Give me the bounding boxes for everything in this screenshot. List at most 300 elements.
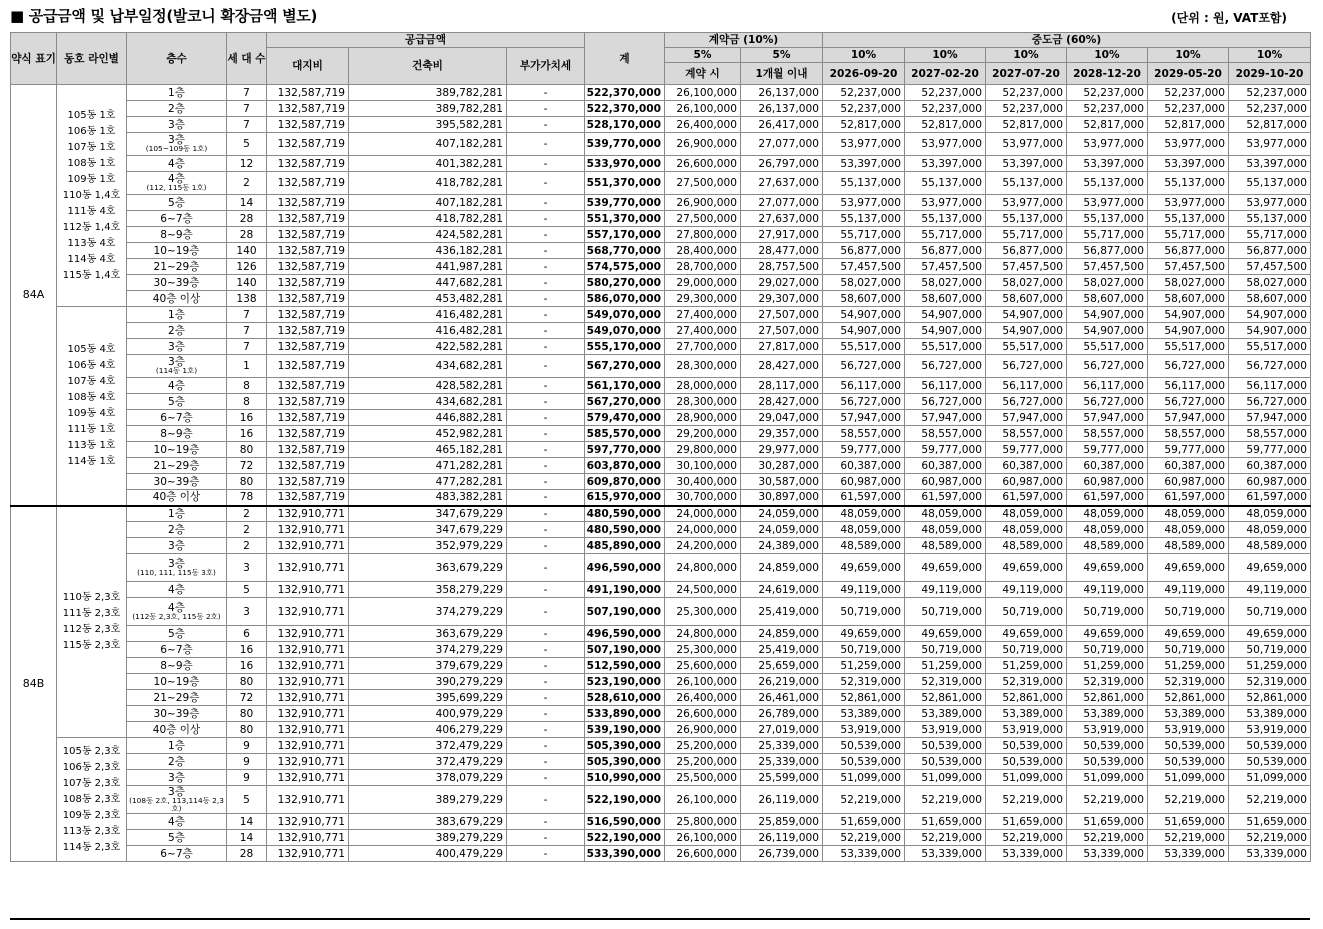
middle-payment-cell: 58,607,000 bbox=[1148, 291, 1229, 307]
vat-cell: - bbox=[507, 117, 585, 133]
floor-cell: 10~19층 bbox=[127, 674, 227, 690]
vat-cell: - bbox=[507, 490, 585, 506]
vat-cell: - bbox=[507, 674, 585, 690]
deposit-1-cell: 26,900,000 bbox=[665, 722, 741, 738]
middle-payment-cell: 58,607,000 bbox=[823, 291, 905, 307]
middle-payment-cell: 58,557,000 bbox=[823, 426, 905, 442]
middle-payment-cell: 50,719,000 bbox=[986, 598, 1067, 626]
vat-cell: - bbox=[507, 582, 585, 598]
middle-payment-cell: 48,059,000 bbox=[986, 506, 1067, 522]
middle-payment-cell: 53,977,000 bbox=[905, 195, 986, 211]
line-item: 106동 2,3호 bbox=[62, 761, 121, 773]
middle-payment-cell: 58,607,000 bbox=[1067, 291, 1148, 307]
floor-cell: 1층 bbox=[127, 506, 227, 522]
floor-cell: 8~9층 bbox=[127, 426, 227, 442]
total-cell: 549,070,000 bbox=[585, 323, 665, 339]
middle-payment-cell: 48,059,000 bbox=[1148, 506, 1229, 522]
middle-payment-cell: 52,237,000 bbox=[1229, 101, 1311, 117]
total-cell: 615,970,000 bbox=[585, 490, 665, 506]
floor-label: 4층 bbox=[168, 601, 185, 614]
middle-payment-cell: 51,259,000 bbox=[823, 658, 905, 674]
deposit-2-cell: 28,477,000 bbox=[741, 243, 823, 259]
middle-payment-cell: 52,237,000 bbox=[823, 101, 905, 117]
floor-cell bbox=[127, 355, 227, 378]
units-cell: 9 bbox=[227, 770, 267, 786]
middle-payment-cell: 54,907,000 bbox=[986, 307, 1067, 323]
deposit-2-cell: 25,859,000 bbox=[741, 814, 823, 830]
middle-payment-cell: 55,137,000 bbox=[986, 211, 1067, 227]
building-cost-cell: 363,679,229 bbox=[349, 554, 507, 582]
middle-payment-cell: 52,319,000 bbox=[1148, 674, 1229, 690]
middle-payment-cell: 52,237,000 bbox=[905, 101, 986, 117]
middle-payment-cell: 52,237,000 bbox=[1067, 101, 1148, 117]
header-total: 계 bbox=[585, 33, 665, 85]
total-cell: 551,370,000 bbox=[585, 172, 665, 195]
units-cell: 78 bbox=[227, 490, 267, 506]
table-row bbox=[11, 690, 1311, 706]
middle-payment-cell: 57,457,500 bbox=[986, 259, 1067, 275]
building-cost-cell: 407,182,281 bbox=[349, 133, 507, 156]
middle-payment-cell: 51,659,000 bbox=[1229, 814, 1311, 830]
middle-payment-cell: 56,117,000 bbox=[986, 378, 1067, 394]
table-body bbox=[11, 85, 1311, 862]
middle-payment-cell: 53,389,000 bbox=[1229, 706, 1311, 722]
floor-cell: 1층 bbox=[127, 307, 227, 323]
middle-payment-cell: 48,059,000 bbox=[1148, 522, 1229, 538]
middle-payment-cell: 48,589,000 bbox=[1229, 538, 1311, 554]
middle-payment-cell: 53,389,000 bbox=[823, 706, 905, 722]
units-cell: 8 bbox=[227, 378, 267, 394]
table-row bbox=[11, 830, 1311, 846]
middle-payment-cell: 54,907,000 bbox=[1067, 307, 1148, 323]
table-row bbox=[11, 323, 1311, 339]
middle-payment-cell: 49,119,000 bbox=[823, 582, 905, 598]
middle-payment-cell: 55,717,000 bbox=[986, 227, 1067, 243]
middle-payment-cell: 52,237,000 bbox=[1148, 101, 1229, 117]
deposit-2-cell: 26,797,000 bbox=[741, 156, 823, 172]
floor-cell: 5층 bbox=[127, 394, 227, 410]
middle-payment-cell: 56,117,000 bbox=[823, 378, 905, 394]
middle-payment-cell: 58,027,000 bbox=[905, 275, 986, 291]
middle-payment-cell: 52,219,000 bbox=[905, 830, 986, 846]
vat-cell: - bbox=[507, 156, 585, 172]
floor-cell: 6~7층 bbox=[127, 846, 227, 862]
building-cost-cell: 452,982,281 bbox=[349, 426, 507, 442]
middle-payment-cell: 52,219,000 bbox=[986, 830, 1067, 846]
middle-payment-cell: 56,117,000 bbox=[905, 378, 986, 394]
middle-payment-cell: 49,659,000 bbox=[1229, 626, 1311, 642]
middle-payment-cell: 53,977,000 bbox=[823, 133, 905, 156]
units-cell: 80 bbox=[227, 706, 267, 722]
middle-payment-cell: 57,947,000 bbox=[905, 410, 986, 426]
land-cost-cell: 132,587,719 bbox=[267, 211, 349, 227]
middle-payment-cell: 50,539,000 bbox=[1067, 738, 1148, 754]
middle-payment-cell: 52,861,000 bbox=[1148, 690, 1229, 706]
middle-payment-cell: 49,659,000 bbox=[1148, 626, 1229, 642]
middle-payment-cell: 53,977,000 bbox=[905, 133, 986, 156]
units-cell: 72 bbox=[227, 458, 267, 474]
floor-note: (108동 2호, 113,114동 2,3호) bbox=[129, 795, 224, 813]
middle-payment-cell: 52,219,000 bbox=[823, 830, 905, 846]
deposit-2-cell: 26,739,000 bbox=[741, 846, 823, 862]
land-cost-cell: 132,910,771 bbox=[267, 582, 349, 598]
middle-payment-cell: 57,947,000 bbox=[1148, 410, 1229, 426]
deposit-1-cell: 29,300,000 bbox=[665, 291, 741, 307]
middle-payment-cell: 56,877,000 bbox=[823, 243, 905, 259]
vat-cell: - bbox=[507, 378, 585, 394]
middle-payment-cell: 55,717,000 bbox=[823, 227, 905, 243]
land-cost-cell: 132,910,771 bbox=[267, 506, 349, 522]
middle-payment-cell: 55,517,000 bbox=[986, 339, 1067, 355]
building-cost-cell: 379,679,229 bbox=[349, 658, 507, 674]
land-cost-cell: 132,587,719 bbox=[267, 410, 349, 426]
floor-cell: 21~29층 bbox=[127, 690, 227, 706]
table-row bbox=[11, 442, 1311, 458]
building-cost-cell: 400,979,229 bbox=[349, 706, 507, 722]
middle-payment-cell: 51,259,000 bbox=[1229, 658, 1311, 674]
total-cell: 533,970,000 bbox=[585, 156, 665, 172]
middle-payment-cell: 52,237,000 bbox=[986, 85, 1067, 101]
vat-cell: - bbox=[507, 227, 585, 243]
floor-cell: 21~29층 bbox=[127, 259, 227, 275]
middle-payment-cell: 50,719,000 bbox=[1148, 642, 1229, 658]
units-cell: 9 bbox=[227, 738, 267, 754]
deposit-2-cell: 30,587,000 bbox=[741, 474, 823, 490]
deposit-2-cell: 28,427,000 bbox=[741, 394, 823, 410]
deposit-1-cell: 24,000,000 bbox=[665, 506, 741, 522]
building-cost-cell: 418,782,281 bbox=[349, 211, 507, 227]
header-mid-pct: 10% bbox=[823, 48, 905, 63]
middle-payment-cell: 52,817,000 bbox=[1148, 117, 1229, 133]
units-cell: 3 bbox=[227, 598, 267, 626]
middle-payment-cell: 48,589,000 bbox=[986, 538, 1067, 554]
middle-payment-cell: 52,237,000 bbox=[1067, 85, 1148, 101]
deposit-1-cell: 27,400,000 bbox=[665, 323, 741, 339]
vat-cell: - bbox=[507, 101, 585, 117]
land-cost-cell: 132,587,719 bbox=[267, 458, 349, 474]
building-cost-cell: 434,682,281 bbox=[349, 355, 507, 378]
middle-payment-cell: 52,861,000 bbox=[1229, 690, 1311, 706]
middle-payment-cell: 53,397,000 bbox=[1067, 156, 1148, 172]
middle-payment-cell: 48,589,000 bbox=[1148, 538, 1229, 554]
middle-payment-cell: 48,059,000 bbox=[986, 522, 1067, 538]
building-cost-cell: 407,182,281 bbox=[349, 195, 507, 211]
table-row bbox=[11, 554, 1311, 582]
middle-payment-cell: 60,987,000 bbox=[1148, 474, 1229, 490]
units-cell: 9 bbox=[227, 754, 267, 770]
vat-cell: - bbox=[507, 690, 585, 706]
middle-payment-cell: 60,387,000 bbox=[1067, 458, 1148, 474]
land-cost-cell: 132,587,719 bbox=[267, 117, 349, 133]
deposit-2-cell: 27,637,000 bbox=[741, 172, 823, 195]
units-cell: 80 bbox=[227, 474, 267, 490]
deposit-2-cell: 29,307,000 bbox=[741, 291, 823, 307]
deposit-1-cell: 25,300,000 bbox=[665, 642, 741, 658]
line-item: 115동 2,3호 bbox=[62, 639, 121, 651]
floor-label: 4층 bbox=[168, 173, 185, 185]
units-cell: 7 bbox=[227, 339, 267, 355]
vat-cell: - bbox=[507, 786, 585, 814]
land-cost-cell: 132,910,771 bbox=[267, 706, 349, 722]
line-item: 108동 4호 bbox=[67, 391, 116, 403]
line-list-cell bbox=[57, 738, 127, 862]
units-cell: 140 bbox=[227, 243, 267, 259]
floor-cell: 4층 bbox=[127, 582, 227, 598]
middle-payment-cell: 61,597,000 bbox=[1229, 490, 1311, 506]
units-cell: 2 bbox=[227, 538, 267, 554]
middle-payment-cell: 57,947,000 bbox=[1229, 410, 1311, 426]
building-cost-cell: 401,382,281 bbox=[349, 156, 507, 172]
land-cost-cell: 132,910,771 bbox=[267, 738, 349, 754]
deposit-2-cell: 28,427,000 bbox=[741, 355, 823, 378]
vat-cell: - bbox=[507, 522, 585, 538]
middle-payment-cell: 50,539,000 bbox=[823, 738, 905, 754]
deposit-1-cell: 28,400,000 bbox=[665, 243, 741, 259]
deposit-1-cell: 28,000,000 bbox=[665, 378, 741, 394]
middle-payment-cell: 56,877,000 bbox=[986, 243, 1067, 259]
table-row bbox=[11, 133, 1311, 156]
deposit-1-cell: 27,500,000 bbox=[665, 172, 741, 195]
middle-payment-cell: 49,119,000 bbox=[905, 582, 986, 598]
line-item: 110동 1,4호 bbox=[62, 189, 121, 201]
table-row bbox=[11, 410, 1311, 426]
middle-payment-cell: 50,539,000 bbox=[905, 754, 986, 770]
line-item: 112동 1,4호 bbox=[62, 221, 121, 233]
vat-cell: - bbox=[507, 355, 585, 378]
middle-payment-cell: 53,389,000 bbox=[1067, 706, 1148, 722]
middle-payment-cell: 48,059,000 bbox=[905, 506, 986, 522]
floor-cell: 3층 bbox=[127, 339, 227, 355]
table-row bbox=[11, 339, 1311, 355]
deposit-1-cell: 26,400,000 bbox=[665, 117, 741, 133]
deposit-2-cell: 27,817,000 bbox=[741, 339, 823, 355]
middle-payment-cell: 50,539,000 bbox=[1148, 754, 1229, 770]
header-dep-label: 계약 시 bbox=[665, 63, 741, 85]
middle-payment-cell: 56,877,000 bbox=[1148, 243, 1229, 259]
floor-cell bbox=[127, 554, 227, 582]
units-cell: 28 bbox=[227, 211, 267, 227]
building-cost-cell: 453,482,281 bbox=[349, 291, 507, 307]
deposit-1-cell: 26,600,000 bbox=[665, 706, 741, 722]
land-cost-cell: 132,587,719 bbox=[267, 195, 349, 211]
table-row bbox=[11, 243, 1311, 259]
middle-payment-cell: 55,717,000 bbox=[1229, 227, 1311, 243]
vat-cell: - bbox=[507, 754, 585, 770]
vat-cell: - bbox=[507, 275, 585, 291]
floor-cell: 3층 bbox=[127, 770, 227, 786]
total-cell: 496,590,000 bbox=[585, 626, 665, 642]
middle-payment-cell: 48,589,000 bbox=[905, 538, 986, 554]
units-cell: 5 bbox=[227, 582, 267, 598]
land-cost-cell: 132,587,719 bbox=[267, 243, 349, 259]
units-cell: 5 bbox=[227, 786, 267, 814]
deposit-2-cell: 25,659,000 bbox=[741, 658, 823, 674]
deposit-2-cell: 27,637,000 bbox=[741, 211, 823, 227]
building-cost-cell: 372,479,229 bbox=[349, 738, 507, 754]
land-cost-cell: 132,587,719 bbox=[267, 394, 349, 410]
floor-cell: 8~9층 bbox=[127, 658, 227, 674]
floor-cell: 30~39층 bbox=[127, 706, 227, 722]
vat-cell: - bbox=[507, 846, 585, 862]
total-cell: 522,370,000 bbox=[585, 85, 665, 101]
units-cell: 7 bbox=[227, 117, 267, 133]
floor-cell bbox=[127, 598, 227, 626]
middle-payment-cell: 53,397,000 bbox=[1229, 156, 1311, 172]
middle-payment-cell: 59,777,000 bbox=[986, 442, 1067, 458]
middle-payment-cell: 51,099,000 bbox=[986, 770, 1067, 786]
units-cell: 12 bbox=[227, 156, 267, 172]
total-cell: 480,590,000 bbox=[585, 506, 665, 522]
building-cost-cell: 358,279,229 bbox=[349, 582, 507, 598]
middle-payment-cell: 56,727,000 bbox=[1067, 355, 1148, 378]
line-item: 111동 4호 bbox=[67, 205, 116, 217]
land-cost-cell: 132,910,771 bbox=[267, 522, 349, 538]
middle-payment-cell: 53,389,000 bbox=[905, 706, 986, 722]
floor-label: 3층 bbox=[168, 785, 185, 798]
table-row bbox=[11, 770, 1311, 786]
middle-payment-cell: 52,219,000 bbox=[1229, 786, 1311, 814]
middle-payment-cell: 49,659,000 bbox=[986, 554, 1067, 582]
table-row bbox=[11, 426, 1311, 442]
deposit-2-cell: 25,339,000 bbox=[741, 738, 823, 754]
line-item: 108동 1호 bbox=[67, 157, 116, 169]
middle-payment-cell: 53,397,000 bbox=[823, 156, 905, 172]
land-cost-cell: 132,587,719 bbox=[267, 133, 349, 156]
total-cell: 507,190,000 bbox=[585, 642, 665, 658]
total-cell: 505,390,000 bbox=[585, 738, 665, 754]
middle-payment-cell: 56,727,000 bbox=[905, 394, 986, 410]
header-mid-pct: 10% bbox=[905, 48, 986, 63]
table-row bbox=[11, 598, 1311, 626]
total-cell: 539,770,000 bbox=[585, 195, 665, 211]
total-cell: 522,190,000 bbox=[585, 830, 665, 846]
middle-payment-cell: 51,259,000 bbox=[1148, 658, 1229, 674]
middle-payment-cell: 54,907,000 bbox=[905, 323, 986, 339]
middle-payment-cell: 48,059,000 bbox=[823, 506, 905, 522]
middle-payment-cell: 49,119,000 bbox=[1148, 582, 1229, 598]
table-row bbox=[11, 674, 1311, 690]
vat-cell: - bbox=[507, 538, 585, 554]
deposit-1-cell: 26,100,000 bbox=[665, 830, 741, 846]
deposit-1-cell: 24,200,000 bbox=[665, 538, 741, 554]
middle-payment-cell: 58,607,000 bbox=[986, 291, 1067, 307]
middle-payment-cell: 52,319,000 bbox=[1229, 674, 1311, 690]
line-item: 108동 2,3호 bbox=[62, 793, 121, 805]
middle-payment-cell: 50,719,000 bbox=[905, 642, 986, 658]
middle-payment-cell: 51,099,000 bbox=[1067, 770, 1148, 786]
deposit-2-cell: 27,507,000 bbox=[741, 323, 823, 339]
middle-payment-cell: 52,861,000 bbox=[1067, 690, 1148, 706]
middle-payment-cell: 58,027,000 bbox=[1067, 275, 1148, 291]
table-row bbox=[11, 814, 1311, 830]
units-cell: 8 bbox=[227, 394, 267, 410]
floor-cell: 4층 bbox=[127, 378, 227, 394]
middle-payment-cell: 52,219,000 bbox=[1067, 786, 1148, 814]
table-row bbox=[11, 211, 1311, 227]
table-row bbox=[11, 259, 1311, 275]
deposit-2-cell: 28,117,000 bbox=[741, 378, 823, 394]
middle-payment-cell: 55,717,000 bbox=[1148, 227, 1229, 243]
middle-payment-cell: 50,719,000 bbox=[823, 598, 905, 626]
vat-cell: - bbox=[507, 642, 585, 658]
floor-cell: 5층 bbox=[127, 195, 227, 211]
total-cell: 549,070,000 bbox=[585, 307, 665, 323]
middle-payment-cell: 53,977,000 bbox=[1148, 133, 1229, 156]
middle-payment-cell: 51,659,000 bbox=[823, 814, 905, 830]
line-item: 105동 2,3호 bbox=[62, 745, 121, 757]
deposit-2-cell: 27,507,000 bbox=[741, 307, 823, 323]
land-cost-cell: 132,910,771 bbox=[267, 846, 349, 862]
middle-payment-cell: 48,059,000 bbox=[1229, 506, 1311, 522]
middle-payment-cell: 52,817,000 bbox=[905, 117, 986, 133]
units-cell: 16 bbox=[227, 642, 267, 658]
line-item: 115동 1,4호 bbox=[62, 269, 121, 281]
total-cell: 533,390,000 bbox=[585, 846, 665, 862]
deposit-1-cell: 28,700,000 bbox=[665, 259, 741, 275]
building-cost-cell: 422,582,281 bbox=[349, 339, 507, 355]
deposit-2-cell: 24,389,000 bbox=[741, 538, 823, 554]
middle-payment-cell: 53,339,000 bbox=[905, 846, 986, 862]
middle-payment-cell: 53,977,000 bbox=[1148, 195, 1229, 211]
total-cell: 510,990,000 bbox=[585, 770, 665, 786]
table-row bbox=[11, 474, 1311, 490]
vat-cell: - bbox=[507, 394, 585, 410]
building-cost-cell: 406,279,229 bbox=[349, 722, 507, 738]
floor-cell bbox=[127, 786, 227, 814]
middle-payment-cell: 52,219,000 bbox=[986, 786, 1067, 814]
deposit-1-cell: 24,800,000 bbox=[665, 626, 741, 642]
middle-payment-cell: 54,907,000 bbox=[905, 307, 986, 323]
deposit-2-cell: 26,461,000 bbox=[741, 690, 823, 706]
units-cell: 14 bbox=[227, 830, 267, 846]
middle-payment-cell: 52,237,000 bbox=[1148, 85, 1229, 101]
deposit-2-cell: 27,019,000 bbox=[741, 722, 823, 738]
middle-payment-cell: 50,539,000 bbox=[1229, 754, 1311, 770]
land-cost-cell: 132,910,771 bbox=[267, 658, 349, 674]
land-cost-cell: 132,587,719 bbox=[267, 490, 349, 506]
middle-payment-cell: 49,659,000 bbox=[905, 626, 986, 642]
vat-cell: - bbox=[507, 442, 585, 458]
total-cell: 555,170,000 bbox=[585, 339, 665, 355]
middle-payment-cell: 50,539,000 bbox=[986, 754, 1067, 770]
total-cell: 597,770,000 bbox=[585, 442, 665, 458]
middle-payment-cell: 55,517,000 bbox=[823, 339, 905, 355]
deposit-1-cell: 30,100,000 bbox=[665, 458, 741, 474]
deposit-2-cell: 25,599,000 bbox=[741, 770, 823, 786]
middle-payment-cell: 53,977,000 bbox=[1229, 133, 1311, 156]
header-units: 세 대 수 bbox=[227, 33, 267, 85]
middle-payment-cell: 49,119,000 bbox=[986, 582, 1067, 598]
building-cost-cell: 416,482,281 bbox=[349, 307, 507, 323]
table-row bbox=[11, 307, 1311, 323]
floor-cell: 10~19층 bbox=[127, 442, 227, 458]
middle-payment-cell: 56,117,000 bbox=[1067, 378, 1148, 394]
header-mid-date: 2027-07-20 bbox=[986, 63, 1067, 85]
middle-payment-cell: 56,727,000 bbox=[1148, 394, 1229, 410]
land-cost-cell: 132,910,771 bbox=[267, 538, 349, 554]
middle-payment-cell: 58,607,000 bbox=[905, 291, 986, 307]
table-row bbox=[11, 156, 1311, 172]
table-row bbox=[11, 85, 1311, 101]
middle-payment-cell: 55,517,000 bbox=[905, 339, 986, 355]
land-cost-cell: 132,910,771 bbox=[267, 690, 349, 706]
middle-payment-cell: 53,389,000 bbox=[986, 706, 1067, 722]
header-building: 건축비 bbox=[349, 48, 507, 85]
middle-payment-cell: 50,539,000 bbox=[823, 754, 905, 770]
floor-cell: 2층 bbox=[127, 323, 227, 339]
vat-cell: - bbox=[507, 291, 585, 307]
building-cost-cell: 389,279,229 bbox=[349, 830, 507, 846]
